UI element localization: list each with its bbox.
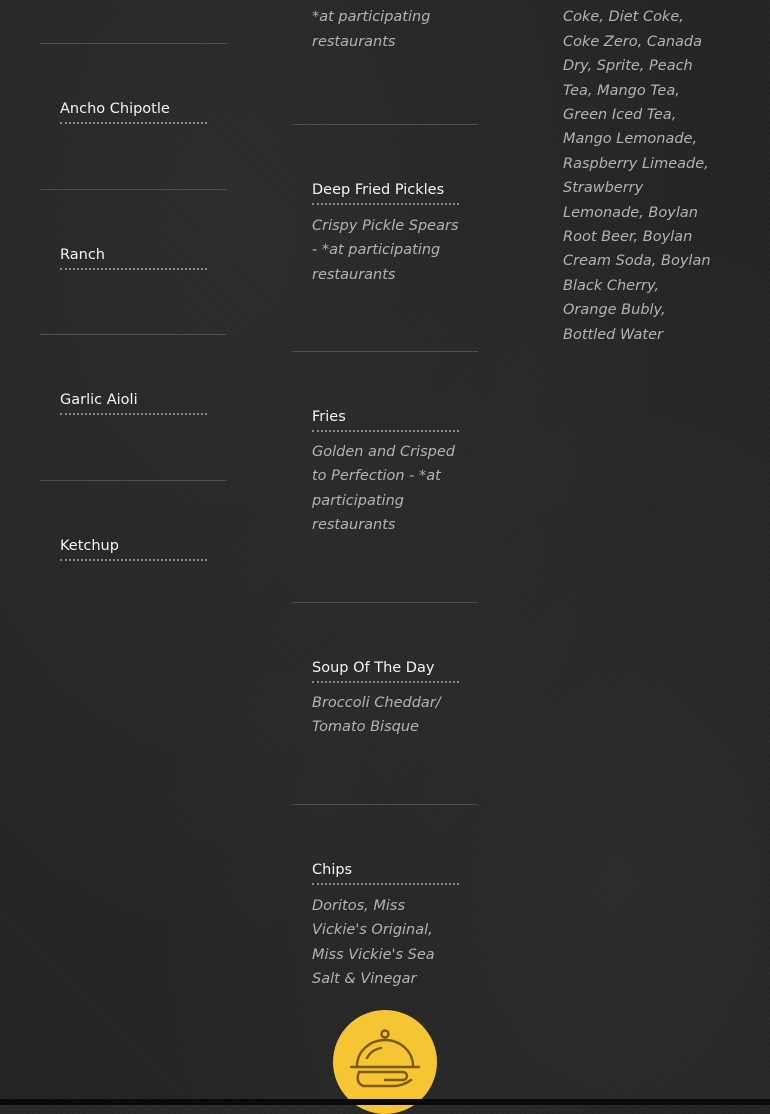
- menu-item-title: Ranch: [60, 246, 207, 270]
- menu-divider: [292, 602, 478, 603]
- menu-divider: [40, 480, 227, 481]
- menu-item-description: Golden and Crisped to Perfection - *at participating restaurants: [312, 444, 455, 534]
- menu-divider: [292, 804, 478, 805]
- menu-item-description: Doritos, Miss Vickie's Original, Miss Vickie's Sea Salt & Vinegar: [312, 898, 435, 988]
- menu-divider: [40, 334, 227, 335]
- menu-item-title: Ketchup: [60, 537, 207, 561]
- menu-item-title: Soup Of The Day: [312, 659, 459, 683]
- menu-item-description: Coke, Diet Coke, Coke Zero, Canada Dry, Sprite, Peach Tea, Mango Tea, Green Iced Tea, Mango Lemonade, Raspberry Limeade, Strawberry Lemonade, Boylan Root Beer, Boylan Cream Soda, Boylan Black Cherry, Orange Bubly, Bottled Water: [563, 9, 711, 343]
- menu-divider: [292, 124, 478, 125]
- menu-item-title: Deep Fried Pickles: [312, 181, 459, 205]
- menu-item-description: Broccoli Cheddar/ Tomato Bisque: [312, 695, 441, 736]
- menu-divider: [40, 189, 227, 190]
- menu-item-title: Fries: [312, 408, 459, 432]
- menu-divider: [40, 43, 227, 44]
- cloche-serving-icon: [345, 1024, 425, 1104]
- bottom-bar: [0, 1099, 770, 1105]
- menu-item-description: Crispy Pickle Spears - *at participating restaurants: [312, 218, 459, 283]
- menu-divider: [292, 351, 478, 352]
- menu-item-description: *at participating restaurants: [312, 9, 431, 50]
- menu-item-title: Ancho Chipotle: [60, 100, 207, 124]
- menu-item-title: Garlic Aioli: [60, 391, 207, 415]
- menu-item-title: Chips: [312, 861, 459, 885]
